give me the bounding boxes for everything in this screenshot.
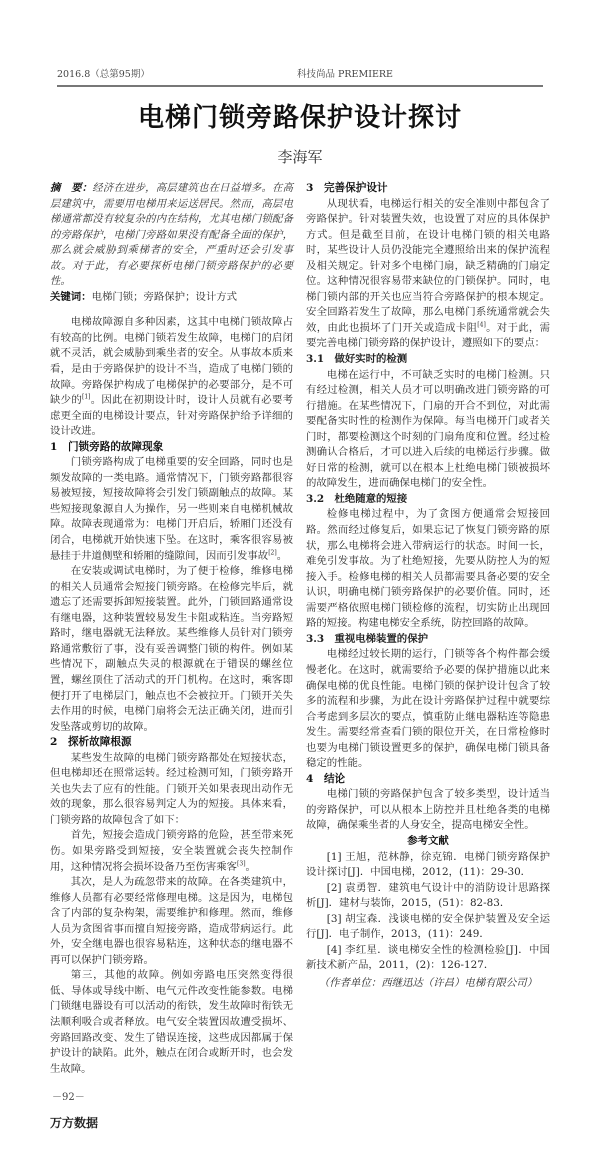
paragraph: 其次，是人为疏忽带来的故障。在各类建筑中，维修人员都有必要经常修理电梯。这是因为，电梯包含了内部的复杂构架，需要维护和修理。然而，维修人员为贪图省事而擅自短接旁路，造成带病运行。此外，安全继电器也很容易粘连，这种状态的继电器不再可以保护门锁旁路。 (50, 876, 293, 966)
reference-item: [3] 胡宝森．浅谈电梯的安全保护装置及安全运行[J]．电子制作，2013，(11)：249． (306, 912, 550, 941)
author-affiliation: （作者单位：西继迅达（许昌）电梯有限公司） (318, 976, 538, 989)
paragraph: 某些发生故障的电梯门锁旁路都处在短接状态，但电梯却还在照常运转。经过检测可知，门锁旁路开关也失去了应有的性能。门锁开关如果表现出动作无效的现象，那么很容易判定人为的短接。具体来看，门锁旁路的故障包含了如下： (50, 751, 293, 826)
running-header (57, 68, 543, 82)
paragraph: 从现状看，电梯运行相关的安全准则中都包含了旁路保护。针对装置失效，也设置了对应的具体保护方式。但是截至目前，在设计电梯门锁的相关电路时，某些设计人员仍没能完全遵照给出来的保护流程及相关规定。针对多个电梯门扇，缺乏精确的门扇定位。这种情况很容易带来缺位的门锁保护。同时，电梯门锁内部的开关也应当符合旁路保护的根本规定。安全回路若发生了故障，那么电梯门系统通常就会失效，由此也损坏了门开关或造成卡阻[4]。对于此，需要完善电梯门锁旁路的保护设计，遵照如下的要点： (306, 197, 551, 350)
journal-name: 科技尚品 PREMIERE (296, 69, 393, 80)
issue-info: 2016.8（总第95期） (57, 69, 150, 80)
paragraph: 门锁旁路构成了电梯重要的安全回路，同时也是频发故障的一类电路。通常情况下，门锁旁路都很容易被短接，短接故障将会引发门锁副触点的故障。某些短接现象源自人为操作，另一些则来自电梯机械故障。故障表现通常为：电梯门开启后，轿厢门还没有闭合，电梯就开始快速下坠。在这时，乘客很容易被悬挂于井道侧壁和轿厢的缝隙间，因而引发事故[2]。 (50, 456, 293, 562)
paragraph: 第三，其他的故障。例如旁路电压突然变得很低、导体或导线中断、电气元件改变性能参数。电梯门锁继电器设有可以活动的衔铁，发生故障时衔铁无法顺利吸合或者释放。电气安全装置因故遭受损坏、旁路回路改变、发生了错误连接，这些成因都属于保护设计的缺陷。此外，触点在闭合或断开时，也会发生故障。 (50, 969, 293, 1075)
page-number: －92－ (52, 1092, 85, 1104)
paragraph: 首先，短接会造成门锁旁路的危险，甚至带来死伤。如果旁路受到短接，安全装置就会丧失控制作用，这种情况将会损坏设备乃至伤害乘客[3]。 (50, 829, 293, 873)
page-footer (50, 1091, 550, 1131)
subsection-heading: 3.2 杜绝随意的短接 (306, 492, 408, 505)
reference-item: [2] 袁勇智．建筑电气设计中的消防设计思路探析[J]．建材与装饰，2015，(51)：82-83． (306, 881, 550, 910)
intro-paragraph: 电梯故障源自多种因素，这其中电梯门锁故障占有较高的比例。电梯门锁若发生故障，电梯门的启闭就不灵活，就会威胁到乘坐者的安全。从事故本质来看，是由于旁路保护的设计不当，造成了电梯门锁的故障。旁路保护构成了电梯保护的必要部分，是不可缺少的[1]。因此在初期设计时，设计人员就有必要考虑更全面的电梯设计要点，针对旁路保护给予详细的设计改进。 (50, 316, 294, 438)
section-heading: 3 完善保护设计 (306, 182, 388, 194)
article-body (50, 181, 550, 1077)
watermark-logo: 万方数据 (50, 1116, 99, 1131)
paragraph: 电梯门锁的旁路保护包含了较多类型，设计适当的旁路保护，可以从根本上防控并且杜绝各类的电梯故障，确保乘坐者的人身安全，提高电梯安全性。 (306, 788, 550, 832)
paragraph: 检修电梯过程中，为了贪图方便通常会短接回路。然而经过修复后，如果忘记了恢复门锁旁路的原状，那么电梯将会进入带病运行的状态。时间一长，难免引发事故。为了杜绝短接，先要从防控人为的短接入手。检修电梯的相关人员都需要具备必要的安全认识，明确电梯门锁旁路保护的必要价值。同时，还需要严格依照电梯门锁检修的流程，切实防止出现回路的短接。构建电梯安全系统，防控回路的故障。 (306, 508, 550, 630)
references-heading: 参考文献 (407, 834, 449, 847)
section-heading: 2 探析故障根源 (50, 736, 132, 749)
abstract: 摘 要：经济在进步，高层建筑也在日益增多。在高层建筑中，需要用电梯用来运送居民。然而，高层电梯通常都没有较复杂的内在结构，尤其电梯门锁配备的旁路保护，电梯门旁路如果没有配备全面的保护，那么就会威胁到乘梯者的安全，严重时还会引发事故。对于此，有必要探析电梯门锁旁路保护的必要性。 (50, 182, 294, 288)
subsection-heading: 3.1 做好实时的检测 (306, 353, 408, 366)
paragraph: 在安装或调试电梯时，为了便于检修，维修电梯的相关人员通常会短接门锁旁路。在检修完毕后，就遗忘了还需要拆卸短接装置。此外，门锁回路通常设有继电器，这种装置较易发生卡阻或粘连。当旁路短路时，继电器就无法释放。某些维修人员针对门锁旁路通常敷衍了事，没有妥善调整门锁的构件。例如某些情况下，副触点失灵的根源就在于错误的螺丝位置，螺丝顶住了活动式的开门机构。在这时，乘客即便打开了电梯层门，触点也不会被拉开。门锁开关失去作用的时候，电梯门扇将会无法正确关闭，进而引发坠落或剪切的故障。 (50, 565, 293, 733)
left-column (50, 181, 293, 1077)
author: 李海军 (277, 148, 323, 166)
subsection-heading: 3.3 重视电梯装置的保护 (306, 632, 428, 645)
section-heading: 4 结论 (306, 772, 346, 785)
section-heading: 1 门锁旁路的故障现象 (50, 440, 164, 453)
reference-item: [4] 李红星．谈电梯安全性的检测检验[J]．中国新技术新产品，2011，(2)：126-127． (306, 943, 550, 972)
header-rule (57, 85, 543, 87)
right-column (306, 181, 550, 991)
paragraph: 电梯经过较长期的运行，门锁等各个构件都会缓慢老化。在这时，就需要给予必要的保护措施以此来确保电梯的优良性能。电梯门锁的保护设计包含了较多的流程和步骤，为此在设计旁路保护过程中就要综合考虑到多层次的要点，慎重防止继电器粘连等隐患发生。需要经常查看门锁的限位开关，在日常检修时也要为电梯门锁设置更多的保护，确保电梯门锁具备稳定的性能。 (306, 648, 550, 770)
keywords: 关键词：电梯门锁；旁路保护；设计方式 (50, 290, 238, 303)
article-title: 电梯门锁旁路保护设计探讨 (137, 103, 462, 133)
paragraph: 电梯在运行中，不可缺乏实时的电梯门检测。只有经过检测，相关人员才可以明确改进门锁旁路的可行措施。在某些情况下，门扇的开合不到位，对此需要配备实时性的检测作为保障。每当电梯开门或者关门时，都要检测这个时刻的门扇角度和位置。经过检测确认合格后，才可以进入后续的电梯运行步骤。做好日常的检测，就可以在根本上杜绝电梯门锁被损坏的故障发生，进而确保电梯门的安全性。 (306, 368, 550, 490)
reference-item: [1] 王旭，范林静，徐克锦．电梯门锁旁路保护设计探讨[J]．中国电梯，2012，(11)：29-30． (306, 850, 550, 879)
